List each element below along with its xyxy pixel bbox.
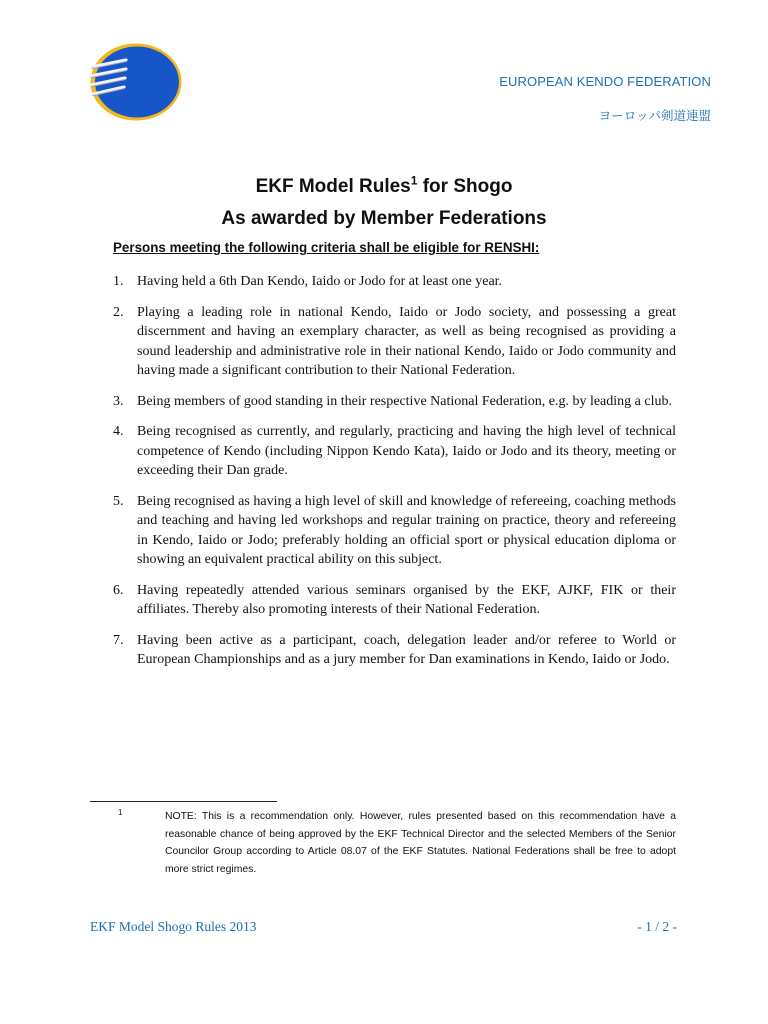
org-name-english: EUROPEAN KENDO FEDERATION <box>499 74 711 89</box>
footnote-reference: 1 <box>410 173 418 188</box>
item-number: 7. <box>113 632 124 648</box>
item-text: Having repeatedly attended various seminars organised by the EKF, AJKF, FIK or their affiliates. Thereby also promoting interests of their National Federation. <box>137 582 676 617</box>
footer-document-name: EKF Model Shogo Rules 2013 <box>90 919 257 934</box>
list-item <box>113 631 676 670</box>
list-item <box>113 581 676 620</box>
item-number: 3. <box>113 393 124 409</box>
list-item <box>113 392 676 412</box>
footer-page-number: - 1 / 2 - <box>637 919 677 934</box>
item-text: Being recognised as currently, and regularly, practicing and having the high level of technical competence of Kendo (including Nippon Kendo Kata), Iaido or Jodo and its theory, meeting or exceeding their Dan grade. <box>137 424 676 478</box>
item-text: Playing a leading role in national Kendo, Iaido or Jodo society, and possessing a great discernment and having an exemplary character, as well as being recognised as providing a sound leadership and administrative role in their national Kendo, Iaido or Jodo community and having made a significant contribution to their National Federation. <box>137 304 676 378</box>
item-number: 6. <box>113 582 124 598</box>
item-number: 2. <box>113 304 124 320</box>
list-item <box>113 272 676 292</box>
footnote-mark: 1 <box>118 808 123 817</box>
item-number: 4. <box>113 424 124 439</box>
list-item <box>113 303 676 381</box>
footnote-divider <box>90 801 277 802</box>
item-text: Being members of good standing in their respective National Federation, e.g. by leading a club. <box>137 393 672 409</box>
criteria-heading: Persons meeting the following criteria shall be eligible for RENSHI: <box>113 240 540 255</box>
org-name-japanese: ヨーロッパ剣道連盟 <box>598 108 711 123</box>
document-title <box>0 173 768 198</box>
ekf-logo-icon <box>89 42 183 122</box>
title-main: EKF Model Rules <box>255 176 411 197</box>
criteria-list <box>113 272 676 681</box>
item-text: Having held a 6th Dan Kendo, Iaido or Jodo for at least one year. <box>137 274 503 289</box>
document-subtitle: As awarded by Member Federations <box>221 208 547 229</box>
list-item <box>113 492 676 570</box>
item-number: 1. <box>113 274 124 289</box>
item-text: Being recognised as having a high level of skill and knowledge of refereeing, coaching methods and teaching and having led workshops and regular training on practice, theory and refereeing in Kendo, Iaido or Jodo; preferably holding an official sport or physical education diploma or showing an equivalent practical ability on this subject. <box>137 493 676 567</box>
list-item <box>113 422 676 481</box>
footnote-text: NOTE: This is a recommendation only. However, rules presented based on this recommendation have a reasonable chance of being approved by the EKF Technical Director and the selected Members of the Senior Councilor Group according to Article 08.07 of the EKF Statutes. National Federations shall be free to adopt more strict regimes. <box>165 811 676 875</box>
title-tail: for Shogo <box>417 176 513 197</box>
item-number: 5. <box>113 493 124 509</box>
item-text: Having been active as a participant, coach, delegation leader and/or referee to World or European Championships and as a jury member for Dan examinations in Kendo, Iaido or Jodo. <box>137 632 676 667</box>
